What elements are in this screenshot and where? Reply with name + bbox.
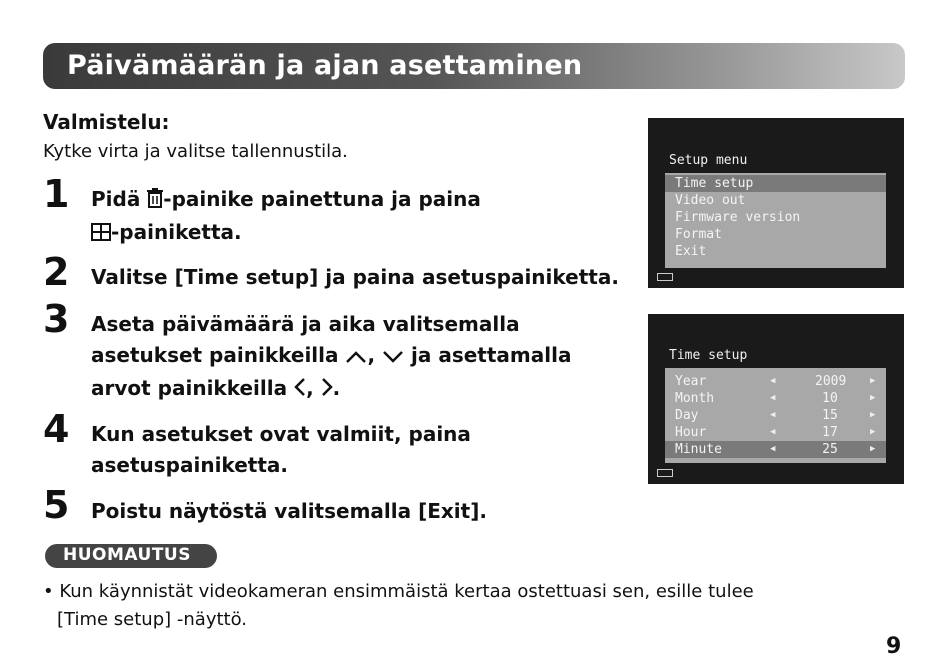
- step-4-line-2: asetuspainiketta.: [91, 453, 288, 477]
- time-row-day[interactable]: Day ◀ 15 ▶: [675, 408, 876, 423]
- step-1-text-b: -painike painettuna ja paina: [163, 187, 481, 211]
- chevron-down-icon: [382, 342, 404, 373]
- chevron-up-icon: [345, 342, 367, 373]
- menu-item-video-out[interactable]: Video out: [675, 193, 746, 208]
- step-4-line-1: Kun asetukset ovat valmiit, paina: [91, 422, 471, 446]
- step-number-3: 3: [43, 297, 70, 341]
- time-row-minute[interactable]: Minute ◀ 25 ▶: [665, 441, 886, 458]
- setup-menu-panel: [665, 173, 886, 268]
- setup-menu-screen: [648, 118, 904, 288]
- trash-icon: [147, 186, 163, 217]
- right-arrow-icon: ▶: [870, 393, 876, 403]
- preparation-text: Kytke virta ja valitse tallennustila.: [43, 141, 348, 162]
- page-title: Päivämäärän ja ajan asettaminen: [67, 50, 583, 81]
- step-3: [91, 309, 651, 406]
- step-3-line-2a: asetukset painikkeilla: [91, 343, 346, 367]
- playback-grid-icon: [91, 219, 111, 250]
- time-row-month[interactable]: Month ◀ 10 ▶: [675, 391, 876, 406]
- chevron-left-icon: [294, 375, 306, 406]
- step-number-4: 4: [43, 407, 70, 451]
- left-arrow-icon: ◀: [770, 393, 776, 403]
- time-setup-title: Time setup: [669, 348, 748, 363]
- chevron-right-icon: [321, 375, 333, 406]
- time-row-year[interactable]: Year ◀ 2009 ▶: [675, 374, 876, 389]
- time-row-hour[interactable]: Hour ◀ 17 ▶: [675, 425, 876, 440]
- left-arrow-icon: ◀: [770, 410, 776, 420]
- setup-menu-title: Setup menu: [669, 153, 748, 168]
- battery-icon: [657, 273, 673, 281]
- step-2: Valitse [Time setup] ja paina asetuspainiketta.: [91, 265, 619, 289]
- right-arrow-icon: ▶: [870, 427, 876, 437]
- step-number-5: 5: [43, 483, 70, 527]
- page-number: 9: [886, 634, 902, 659]
- menu-item-format[interactable]: Format: [675, 227, 722, 242]
- battery-icon: [657, 469, 673, 477]
- note-line-2: [Time setup] -näyttö.: [57, 609, 248, 630]
- step-3-line-1: Aseta päivämäärä ja aika valitsemalla: [91, 312, 520, 336]
- note-bullet: •: [43, 581, 54, 602]
- note-badge-label: HUOMAUTUS: [63, 545, 191, 565]
- menu-item-firmware-version[interactable]: Firmware version: [675, 210, 801, 225]
- step-5: Poistu näytöstä valitsemalla [Exit].: [91, 499, 487, 523]
- left-arrow-icon: ◀: [770, 427, 776, 437]
- step-3-sep-b: ,: [306, 376, 321, 400]
- step-3-line-2b: ja asettamalla: [404, 343, 572, 367]
- step-3-sep-a: ,: [367, 343, 383, 367]
- right-arrow-icon: ▶: [870, 444, 876, 454]
- step-1: [91, 184, 651, 250]
- step-3-line-3a: arvot painikkeilla: [91, 376, 295, 400]
- time-setup-screen: [648, 314, 904, 484]
- time-setup-panel: [665, 368, 886, 463]
- left-arrow-icon: ◀: [770, 376, 776, 386]
- menu-item-time-setup[interactable]: Time setup: [665, 175, 886, 192]
- right-arrow-icon: ▶: [870, 376, 876, 386]
- step-3-line-3b: .: [332, 376, 341, 400]
- step-number-1: 1: [43, 172, 70, 216]
- note-line-1: Kun käynnistät videokameran ensimmäistä kertaa ostettuasi sen, esille tulee: [59, 581, 754, 602]
- note-body: [43, 578, 863, 634]
- menu-item-exit[interactable]: Exit: [675, 244, 707, 259]
- step-number-2: 2: [43, 250, 70, 294]
- step-1-text-a: Pidä: [91, 187, 148, 211]
- preparation-heading: Valmistelu:: [43, 110, 170, 134]
- right-arrow-icon: ▶: [870, 410, 876, 420]
- step-4: [91, 419, 651, 481]
- left-arrow-icon: ◀: [770, 444, 776, 454]
- step-1-text-c: -painiketta.: [111, 220, 242, 244]
